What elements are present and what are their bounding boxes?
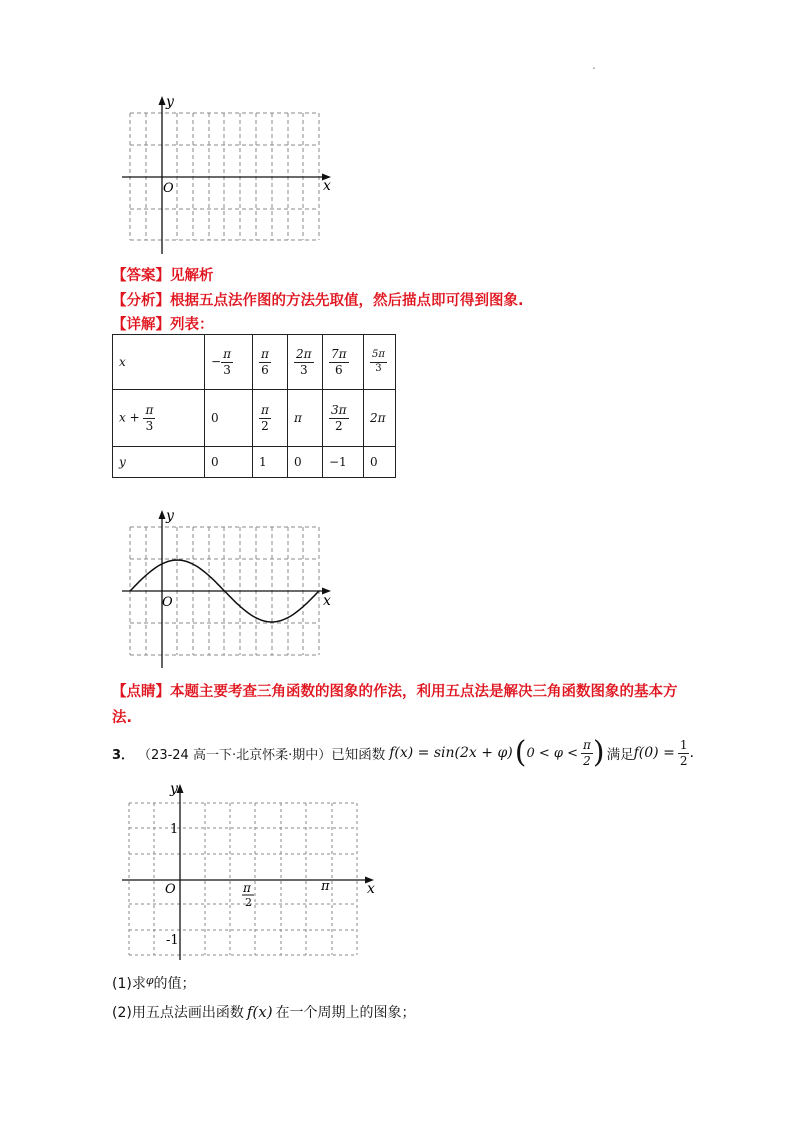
table-cell-label: x + $\frac{\pi}{3}$ <box>113 390 205 447</box>
question-2 <box>112 1002 416 1022</box>
comment-line-2: 法. <box>112 710 133 726</box>
table-cell: $\frac{5\pi}{3}$ <box>364 335 396 390</box>
tick-label-minus-1: -1 <box>166 933 179 948</box>
problem-source: （23-24 高一下·北京怀柔·期中） <box>138 747 332 763</box>
sine-graph-figure <box>118 504 338 670</box>
f-zero: f(0) = <box>633 745 675 761</box>
question-2-prefix: (2)用五点法画出函数 <box>112 1005 244 1021</box>
comment-text: 本题主要考查三角函数的图象的作法，利用五点法是解决三角函数图象的基本方 <box>170 684 678 700</box>
tick-label-pi: π <box>321 879 330 894</box>
function-definition: f(x) = sin(2x + φ) <box>389 745 513 761</box>
table-cell: 0 <box>288 447 323 478</box>
f-zero-fraction: $\frac{1}{2}$ <box>679 737 688 768</box>
analysis-line <box>112 289 524 310</box>
x-axis-label: x <box>367 881 375 897</box>
detail-line <box>112 313 214 334</box>
answer-text: 见解析 <box>170 268 214 284</box>
x-axis-label: x <box>323 593 331 609</box>
table-cell: −1 <box>323 447 364 478</box>
table-cell: $\frac{\pi}{6}$ <box>253 335 288 390</box>
origin-label: O <box>162 595 173 610</box>
answer-tag: 【答案】 <box>112 268 170 284</box>
problem-lead: 已知函数 <box>331 747 386 763</box>
table-cell: − $\frac{\pi}{3}$ <box>205 335 253 390</box>
table-cell-label: x <box>113 335 205 390</box>
table-cell: 0 <box>364 447 396 478</box>
function-symbol: f(x) <box>246 1003 273 1021</box>
table-row-y <box>113 447 396 478</box>
analysis-tag: 【分析】 <box>112 293 170 309</box>
table-row-arg <box>113 390 396 447</box>
table-cell: 1 <box>253 447 288 478</box>
problem-3-statement <box>112 733 694 773</box>
satisfy-text: 满足 <box>606 747 634 763</box>
y-axis-label: y <box>166 94 174 110</box>
question-1-prefix: (1)求 <box>112 976 146 992</box>
table-cell: $\frac{7\pi}{6}$ <box>323 335 364 390</box>
condition-fraction: $\frac{\pi}{2}$ <box>583 737 591 768</box>
y-axis-arrow <box>159 510 166 519</box>
table-cell: $\frac{2\pi}{3}$ <box>288 335 323 390</box>
table-cell: π <box>288 390 323 447</box>
statement-end: . <box>689 745 695 761</box>
problem-number: 3． <box>112 747 135 763</box>
problem-3-grid-figure <box>118 778 380 960</box>
question-1 <box>112 973 196 993</box>
detail-text: 列表： <box>170 317 214 333</box>
y-axis-label: y <box>170 781 178 797</box>
table-cell: $\frac{3\pi}{2}$ <box>323 390 364 447</box>
phi-symbol: φ <box>145 974 154 987</box>
paren-close: ) <box>592 735 605 770</box>
x-axis-label: x <box>323 178 331 194</box>
empty-grid-figure <box>118 92 338 257</box>
tick-label-pi-over-2-den: 2 <box>245 896 252 909</box>
table-cell: 0 <box>205 447 253 478</box>
table-cell: 0 <box>205 390 253 447</box>
tick-label-1: 1 <box>170 822 179 837</box>
header-mark: . <box>592 58 596 72</box>
table-cell: 2π <box>364 390 396 447</box>
detail-tag: 【详解】 <box>112 317 170 333</box>
y-axis-label: y <box>166 508 174 524</box>
five-point-table <box>112 334 396 478</box>
table-row-x <box>113 335 396 390</box>
origin-label: O <box>163 181 174 196</box>
y-axis-arrow <box>159 96 166 105</box>
origin-label: O <box>165 882 176 897</box>
tick-label-pi-over-2-num: π <box>243 881 251 895</box>
phi-condition: 0 < φ < <box>526 745 578 761</box>
comment-tag: 【点睛】 <box>112 684 170 700</box>
table-cell-label: y <box>113 447 205 478</box>
table-cell: $\frac{\pi}{2}$ <box>253 390 288 447</box>
paren-open: ( <box>514 735 527 770</box>
answer-line <box>112 264 214 285</box>
question-1-suffix: 的值； <box>153 976 196 992</box>
comment-line-1 <box>112 680 678 701</box>
question-2-suffix: 在一个周期上的图象； <box>275 1005 416 1021</box>
analysis-text: 根据五点法作图的方法先取值，然后描点即可得到图象. <box>170 293 524 309</box>
